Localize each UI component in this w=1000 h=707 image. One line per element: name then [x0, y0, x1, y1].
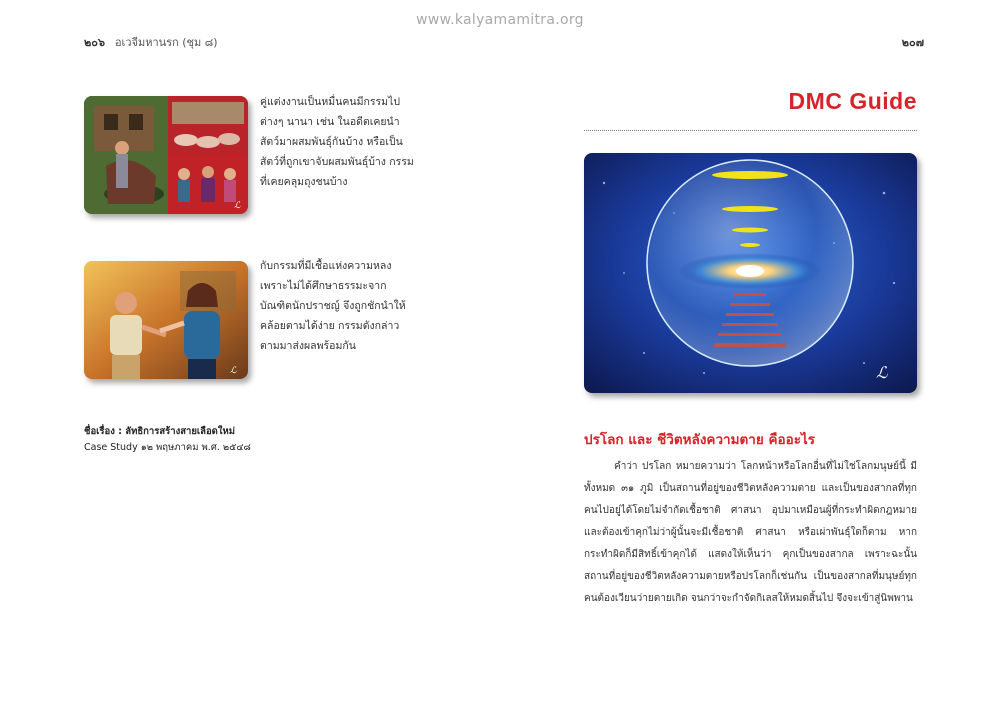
credit-title: ชื่อเรื่อง : ลัทธิการสร้างสายเลือดใหม่	[84, 426, 236, 437]
svg-text:ℒ: ℒ	[234, 201, 241, 211]
dmc-guide-logo: DMC Guide	[788, 88, 917, 114]
caption-1: คู่แต่งงานเป็นหมื่นคนมีกรรมไปต่างๆ นานา เช่น ในอดีตเคยนำสัตว์มาผสมพันธุ์กันบ้าง หรือเป็นสัตว์ที่ถูกเขาจับผสมพันธุ์บ้าง กรรมที่เคยคลุมถุงชนบ้าง	[260, 96, 414, 188]
book-title: อเวจีมหานรก (ชุม ๘)	[114, 36, 218, 49]
left-page-header	[84, 33, 218, 51]
illustration-credit	[84, 424, 251, 456]
couple-argument-illustration	[84, 261, 248, 379]
section-title: ปรโลก และ ชีวิตหลังความตาย คืออะไร	[584, 432, 816, 448]
svg-text:ℒ: ℒ	[230, 366, 237, 376]
cosmos-sphere-illustration	[584, 153, 917, 393]
dotted-divider	[584, 130, 917, 131]
body-paragraph: คำว่า ปรโลก หมายความว่า โลกหน้าหรือโลกอื่นที่ไม่ใช่โลกมนุษย์นี้ มีทั้งหมด ๓๑ ภูมิ เป็นสถานที่อยู่ของชีวิตหลังความตาย และเป็นของสากลที่ทุกคนไปอยู่ได้โดยไม่จำกัดเชื้อชาติ ศาสนา อุปมาเหมือนผู้ที่กระทำผิดกฎหมาย และต้องเข้าคุกไม่ว่าผู้นั้นจะมีเชื้อชาติ ศาสนา หรือเผ่าพันธุ์ใดก็ตาม หากกระทำผิดก็มีสิทธิ์เข้าคุกได้ แสดงให้เห็นว่า คุกเป็นของสากล เพราะฉะนั้น สถานที่อยู่ของชีวิตหลังความตายหรือปรโลกก็เช่นกัน เป็นของสากลที่มนุษย์ทุกคนต้องเวียนว่ายตายเกิด จนกว่าจะกำจัดกิเลสให้หมดสิ้นไป จึงจะเข้าสู่นิพพาน	[584, 461, 917, 604]
caption-2: กับกรรมที่มีเชื้อแห่งความหลงเพราะไม่ได้ศึกษาธรรมะจากบัณฑิตนักปราชญ์ จึงถูกชักนำให้คล้อยตามได้ง่าย กรรมดังกล่าวตามมาส่งผลพร้อมกัน	[260, 260, 406, 352]
svg-text:ℒ: ℒ	[876, 363, 888, 382]
site-watermark: www.kalyamamitra.org	[416, 12, 584, 28]
left-page-number: ๒๐๖	[84, 36, 105, 49]
credit-date: Case Study ๑๒ พฤษภาคม พ.ศ. ๒๕๔๘	[84, 442, 251, 453]
farm-scene-illustration	[84, 96, 248, 214]
right-page-number: ๒๐๗	[901, 36, 924, 49]
